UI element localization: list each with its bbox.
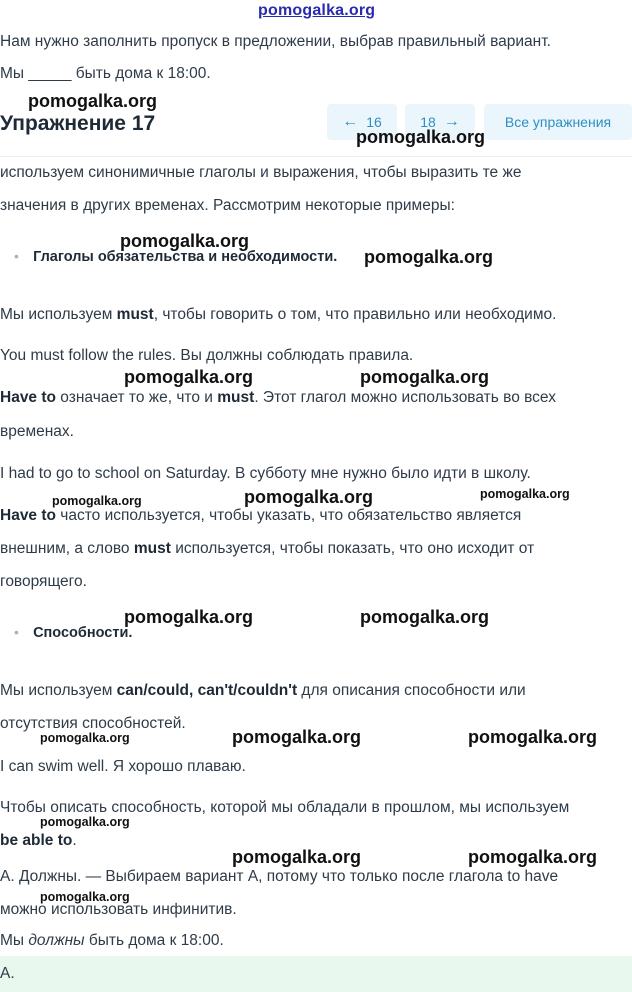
have-to-external — [0, 507, 521, 525]
prev-exercise-label: 16 — [366, 114, 382, 130]
bullet-obligation-label: Глаголы обязательства и необходимости. — [33, 249, 338, 265]
paragraph-line: Чтобы описать способность, которой мы обладали в прошлом, мы используем — [0, 799, 570, 816]
example-can: I can swim well. Я хорошо плаваю. — [0, 758, 246, 775]
final-sentence — [0, 932, 224, 950]
bullet-abilities-label: Способности. — [33, 625, 133, 641]
text-span: Мы используем — [0, 682, 117, 699]
watermark: pomogalka.org — [52, 494, 142, 508]
text-span: для описания способности или — [297, 682, 526, 699]
paragraph-line: говорящего. — [0, 573, 87, 590]
all-exercises-label: Все упражнения — [504, 114, 612, 130]
keyword-have-to: Have to — [0, 507, 56, 524]
text-span: означает то же, что и — [56, 389, 218, 406]
watermark: pomogalka.org — [28, 91, 158, 111]
paragraph-line: значения в других временах. Рассмотрим некоторые примеры: — [0, 197, 455, 214]
text-span: Мы — [0, 932, 29, 949]
watermark: pomogalka.org — [232, 727, 362, 747]
text-span: Мы используем — [0, 306, 117, 323]
watermark: pomogalka.org — [468, 727, 598, 747]
next-exercise-label: 18 — [420, 114, 436, 130]
keyword-must: must — [116, 306, 154, 323]
watermark: pomogalka.org — [40, 731, 130, 745]
watermark: pomogalka.org — [40, 815, 130, 829]
paragraph-line: можно использовать инфинитив. — [0, 901, 237, 918]
watermark: pomogalka.org — [120, 231, 250, 251]
keyword-be-able-to: be able to — [0, 832, 73, 849]
site-logo-link[interactable]: pomogalka.org — [258, 2, 376, 19]
text-span: . Этот глагол можно использовать во всех — [254, 389, 556, 406]
keyword-can: can/could, can't/couldn't — [116, 682, 298, 699]
can-explanation — [0, 682, 526, 700]
text-span: . — [72, 832, 77, 849]
watermark: pomogalka.org — [360, 607, 490, 627]
watermark: pomogalka.org — [244, 487, 374, 507]
must-explanation — [0, 306, 556, 324]
be-able-to-line — [0, 832, 77, 850]
watermark: pomogalka.org — [364, 247, 494, 267]
text-span: быть дома к 18:00. — [84, 932, 224, 949]
arrow-right-icon: → — [443, 113, 460, 130]
text-span: часто используется, чтобы указать, что обязательство является — [56, 507, 522, 524]
answer-value: A. — [0, 965, 15, 982]
all-exercises-button[interactable] — [484, 104, 632, 140]
answer-explanation: A. Должны. — Выбираем вариант A, потому что только после глагола to have — [0, 868, 559, 885]
have-to-explanation — [0, 389, 556, 407]
example-must: You must follow the rules. Вы должны соблюдать правила. — [0, 347, 414, 364]
watermark: pomogalka.org — [232, 847, 362, 867]
watermark: pomogalka.org — [360, 367, 490, 387]
answer-box — [0, 956, 632, 992]
text-span: внешним, а слово — [0, 540, 134, 557]
must-internal — [0, 540, 534, 558]
bullet-icon: • — [14, 624, 19, 640]
task-sentence: Мы _____ быть дома к 18:00. — [0, 65, 211, 82]
emphasis-word: должны — [28, 932, 85, 949]
keyword-must: must — [217, 389, 255, 406]
task-text: Нам нужно заполнить пропуск в предложении, выбрав правильный вариант. — [0, 33, 551, 50]
text-span: , чтобы говорить о том, что правильно или необходимо. — [153, 306, 557, 323]
paragraph-line: используем синонимичные глаголы и выражения, чтобы выразить те же — [0, 164, 522, 181]
bullet-abilities — [14, 624, 132, 641]
keyword-must: must — [133, 540, 171, 557]
paragraph-line: отсутствия способностей. — [0, 715, 186, 732]
bullet-icon: • — [14, 248, 19, 264]
exercise-title: Упражнение 17 — [0, 112, 156, 135]
watermark: pomogalka.org — [124, 367, 254, 387]
watermark: pomogalka.org — [40, 890, 130, 904]
watermark: pomogalka.org — [124, 607, 254, 627]
keyword-have-to: Have to — [0, 389, 56, 406]
example-had-to: I had to go to school on Saturday. В субботу мне нужно было идти в школу. — [0, 465, 531, 482]
watermark: pomogalka.org — [356, 127, 486, 147]
arrow-left-icon: ← — [342, 113, 359, 130]
text-span: используется, чтобы показать, что оно исходит от — [170, 540, 535, 557]
paragraph-line: временах. — [0, 423, 74, 440]
header-divider — [0, 156, 632, 157]
watermark: pomogalka.org — [468, 847, 598, 867]
watermark: pomogalka.org — [480, 487, 570, 501]
